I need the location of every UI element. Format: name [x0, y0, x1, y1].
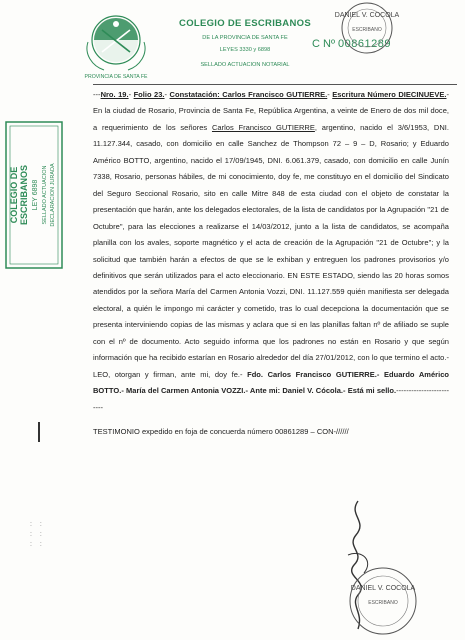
- stamp-bottom-name-text: DANIEL V. COCOLA: [350, 585, 416, 592]
- side-stamp-line-4: SELLADO ACTUACION: [42, 165, 48, 225]
- text-run: Constatación: Carlos Francisco GUTIERRE.: [169, 90, 328, 99]
- side-stamp-line-3: LEY 6898: [32, 179, 39, 211]
- text-run: Escritura Número DIECINUEVE.: [332, 90, 447, 99]
- text-run: -: [327, 90, 333, 99]
- text-run: -: [164, 90, 170, 99]
- document-header: [160, 18, 330, 68]
- text-run: -------------------------: [93, 386, 449, 412]
- testimonio-line: [93, 424, 449, 440]
- side-stamp-line-5: DECLARACION JURADA: [50, 163, 56, 227]
- margin-dots: : : : : : :: [30, 521, 45, 548]
- header-rule: [93, 84, 457, 85]
- header-province: DE LA PROVINCIA DE SANTA FE: [202, 35, 288, 41]
- text-run: Nro. 19.: [100, 90, 129, 99]
- text-run: ---: [93, 90, 101, 99]
- text-run: -: [128, 90, 134, 99]
- text-run: Folio 23.: [133, 90, 165, 99]
- side-stamp-line-2: ESCRIBANOS: [19, 164, 29, 226]
- serial-prefix: C Nº: [312, 38, 335, 50]
- text-run: - En la ciudad de Rosario, Provincia de Santa Fe, República Argentina, a veinte de Enero de dos mil doce, a requerimiento de los señores: [93, 90, 450, 132]
- text-run: Carlos Francisco GUTIERRE: [211, 122, 315, 132]
- notary-stamp-bottom-icon: [342, 564, 424, 638]
- testimonio-text: TESTIMONIO expedido en foja de concuerda número 00861289 – CON-//////: [93, 427, 349, 437]
- header-laws: LEYES 3330 y 6898: [219, 47, 271, 53]
- text-run: , argentino, nacido el 3/6/1953, DNI. 11.127.344, casado, con domicilio en calle Sanchez de Thompson 72 – 9 – D, Rosario; y Eduardo Américo BOTTO, argentino, nacido el 17/09/1945, DNI. 6.061.379, casado, con domicilio en calle Junín 7338, Rosario, personas hábiles, de mi conocimiento, doy fe, me constituyo en el domicilio del Sindicato del Seguro Seccional Rosario, sito en calle Mitre 848 de esta ciudad con el objeto de constatar la presentación que harán, ante los delegados electorales, de la lista de candidatos por la Agrupación "21 de Octubre", para las elecciones a realizarse el 14/03/2012, junto a la lista de candidatos, se acompaña planilla con los avales, soporte magnético y el acta de creación de la Agrupación "21 de Octubre"; y la solicitud que también harán a efectos de que se le exhiban y entreguen los padrones provisorios y/o definitivos que serán utilizados para el acto eleccionario. EN ESTE ESTADO, siendo las 20 horas somos atendidos por la señora María del Carmen Antonia Vozzi, DNI. 11.127.559 quién manifiesta ser delegada electoral, a quién le impongo mi carácter y cometido, tras lo cual decepciona la documentación que se presenta interviniendo copias de las mismas y aclara que si en las planillas faltan nº de afiliado se suple con el nº de documento. Acto seguido informa que los padrones no están en Rosario y que según información que ha recibido estarían en Rosario alrededor del día 27/01/2012, con lo que termino el acto.- LEO, otorgan y firman, ante mi, doy fe.-: [93, 122, 449, 379]
- side-stamp-line-1: COLEGIO DE: [9, 166, 19, 224]
- serial-value: 00861289: [338, 38, 391, 50]
- stamp-name-text: DANIEL V. COCOLA: [334, 12, 400, 19]
- provincial-seal-icon: [80, 8, 152, 82]
- header-seal-label: SELLADO ACTUACION NOTARIAL: [200, 62, 290, 68]
- stamp-role-text: ESCRIBANO: [352, 27, 382, 33]
- text-run: Fdo. Carlos Francisco GUTIERRE.- Eduardo Américo BOTTO.- María del Carmen Antonia VOZZI.- Ante mi: Daniel V. Cócola.- Está mi sello.: [93, 369, 450, 396]
- deed-paragraph: [93, 87, 449, 416]
- notary-stamp-icon: [326, 2, 408, 62]
- margin-mark: [38, 422, 40, 442]
- header-title: COLEGIO DE ESCRIBANOS: [179, 18, 311, 29]
- seal-caption: PROVINCIA DE SANTA FE: [84, 74, 148, 80]
- document-body: [93, 87, 449, 441]
- stamp-bottom-role-text: ESCRIBANO: [368, 600, 398, 606]
- side-stamp: [4, 120, 64, 270]
